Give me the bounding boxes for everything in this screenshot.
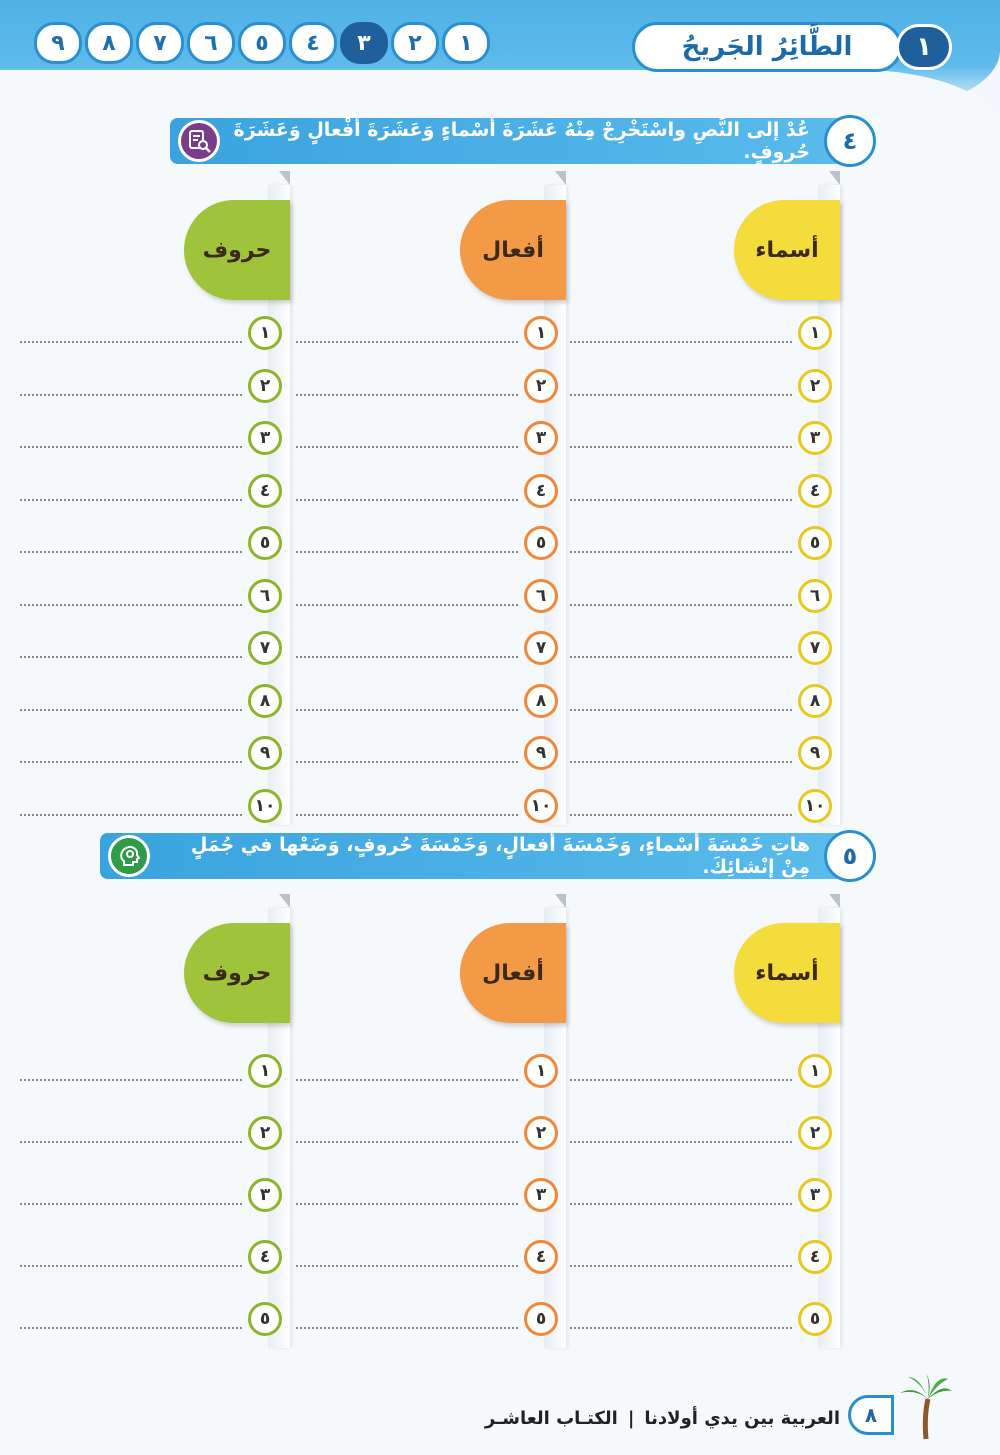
answer-row [570, 420, 832, 456]
answer-line[interactable] [20, 1247, 242, 1267]
answer-line[interactable] [570, 1247, 792, 1267]
answer-row [20, 1177, 282, 1213]
row-number-badge: ٢ [524, 1116, 558, 1150]
answer-row [20, 1053, 282, 1089]
answer-line[interactable] [20, 743, 242, 763]
row-number-badge: ٤ [524, 474, 558, 508]
lesson-tabs [34, 22, 490, 64]
q5-column-letters [20, 908, 290, 1348]
answer-row [570, 735, 832, 771]
answer-line[interactable] [296, 691, 518, 711]
answer-row [20, 525, 282, 561]
answer-row [570, 630, 832, 666]
column-header-nouns: أسماء [734, 200, 840, 300]
column-header-nouns: أسماء [734, 923, 840, 1023]
column-header-letters: حروف [184, 200, 290, 300]
footer [485, 1408, 840, 1429]
answer-row [20, 1115, 282, 1151]
q4-column-letters [20, 185, 290, 825]
answer-row [296, 1239, 558, 1275]
page-number: ٨ [848, 1395, 894, 1435]
answer-line[interactable] [296, 638, 518, 658]
lesson-tab-8[interactable]: ٨ [85, 22, 133, 64]
answer-row [296, 315, 558, 351]
row-number-badge: ٤ [524, 1240, 558, 1274]
row-number-badge: ٦ [248, 579, 282, 613]
answer-line[interactable] [296, 376, 518, 396]
q5-column-nouns [570, 908, 840, 1348]
row-number-badge: ١٠ [524, 789, 558, 823]
answer-line[interactable] [570, 481, 792, 501]
answer-row [296, 1301, 558, 1337]
q4-column-verbs [296, 185, 566, 825]
row-number-badge: ٧ [248, 631, 282, 665]
answer-line[interactable] [296, 586, 518, 606]
row-number-badge: ٨ [248, 684, 282, 718]
answer-line[interactable] [296, 323, 518, 343]
answer-row [570, 315, 832, 351]
answer-line[interactable] [296, 1123, 518, 1143]
row-number-badge: ١٠ [798, 789, 832, 823]
answer-row [20, 1301, 282, 1337]
lesson-title: الطَّائِرُ الجَريحُ [632, 22, 902, 72]
answer-row [20, 578, 282, 614]
answer-row [570, 1115, 832, 1151]
row-number-badge: ٣ [248, 1178, 282, 1212]
answer-row [296, 473, 558, 509]
answer-row [20, 683, 282, 719]
row-number-badge: ٢ [524, 369, 558, 403]
footer-separator: | [627, 1408, 635, 1429]
row-number-badge: ٨ [524, 684, 558, 718]
answer-row [20, 420, 282, 456]
answer-line[interactable] [20, 638, 242, 658]
column-header-verbs: أفعال [460, 200, 566, 300]
lesson-tab-2[interactable]: ٢ [391, 22, 439, 64]
answer-row [570, 788, 832, 824]
answer-row [296, 525, 558, 561]
row-number-badge: ٥ [248, 526, 282, 560]
answer-line[interactable] [296, 1185, 518, 1205]
row-number-badge: ٤ [248, 474, 282, 508]
lesson-tab-9[interactable]: ٩ [34, 22, 82, 64]
row-number-badge: ٦ [524, 579, 558, 613]
row-number-badge: ٧ [524, 631, 558, 665]
answer-line[interactable] [570, 323, 792, 343]
row-number-badge: ١ [524, 316, 558, 350]
row-number-badge: ١ [798, 316, 832, 350]
answer-row [570, 1239, 832, 1275]
answer-line[interactable] [296, 428, 518, 448]
answer-line[interactable] [570, 1123, 792, 1143]
answer-line[interactable] [296, 1309, 518, 1329]
lesson-tab-3[interactable]: ٣ [340, 22, 388, 64]
answer-row [570, 368, 832, 404]
answer-row [570, 1301, 832, 1337]
row-number-badge: ٤ [248, 1240, 282, 1274]
book-title: الكتـاب العاشـر [484, 1408, 618, 1429]
column-header-verbs: أفعال [460, 923, 566, 1023]
row-number-badge: ٥ [798, 1302, 832, 1336]
answer-line[interactable] [570, 533, 792, 553]
answer-row [20, 473, 282, 509]
lesson-tab-4[interactable]: ٤ [289, 22, 337, 64]
answer-row [20, 630, 282, 666]
q5-column-verbs [296, 908, 566, 1348]
row-number-badge: ٤ [798, 1240, 832, 1274]
column-header-letters: حروف [184, 923, 290, 1023]
answer-line[interactable] [20, 796, 242, 816]
answer-row [20, 788, 282, 824]
q5-instruction-banner [100, 833, 870, 879]
row-number-badge: ٣ [524, 421, 558, 455]
answer-row [20, 368, 282, 404]
document-search-icon [178, 120, 220, 162]
answer-row [20, 735, 282, 771]
row-number-badge: ٨ [798, 684, 832, 718]
answer-line[interactable] [570, 428, 792, 448]
row-number-badge: ٥ [248, 1302, 282, 1336]
answer-row [570, 1053, 832, 1089]
q4-column-nouns [570, 185, 840, 825]
head-gear-icon [108, 835, 150, 877]
answer-line[interactable] [20, 691, 242, 711]
answer-line[interactable] [20, 1061, 242, 1081]
row-number-badge: ٧ [798, 631, 832, 665]
row-number-badge: ٢ [798, 1116, 832, 1150]
answer-line[interactable] [570, 586, 792, 606]
row-number-badge: ٥ [798, 526, 832, 560]
answer-line[interactable] [20, 481, 242, 501]
row-number-badge: ٣ [798, 421, 832, 455]
answer-line[interactable] [570, 376, 792, 396]
answer-line[interactable] [20, 1185, 242, 1205]
answer-row [570, 1177, 832, 1213]
row-number-badge: ٥ [524, 526, 558, 560]
answer-line[interactable] [20, 428, 242, 448]
answer-line[interactable] [570, 743, 792, 763]
answer-row [296, 420, 558, 456]
row-number-badge: ١ [248, 316, 282, 350]
answer-line[interactable] [570, 1061, 792, 1081]
answer-line[interactable] [20, 376, 242, 396]
answer-row [570, 473, 832, 509]
answer-line[interactable] [570, 638, 792, 658]
answer-line[interactable] [20, 323, 242, 343]
row-number-badge: ١ [524, 1054, 558, 1088]
row-number-badge: ٩ [798, 736, 832, 770]
answer-line[interactable] [20, 586, 242, 606]
answer-row [296, 1177, 558, 1213]
row-number-badge: ٦ [798, 579, 832, 613]
lesson-tab-5[interactable]: ٥ [238, 22, 286, 64]
q5-instruction: هاتِ خَمْسَةَ أسْماءٍ، وَخَمْسَةَ أفعالٍ، وَخَمْسَةَ حُروفٍ، وَضَعْها في جُمَلٍ مِنْ إنْشائِكَ. [190, 834, 810, 878]
answer-line[interactable] [296, 1247, 518, 1267]
answer-line[interactable] [20, 533, 242, 553]
palm-tree-icon [896, 1371, 954, 1441]
answer-row [20, 1239, 282, 1275]
answer-row [20, 315, 282, 351]
row-number-badge: ١ [798, 1054, 832, 1088]
answer-line[interactable] [570, 796, 792, 816]
series-title: العربية بين يدي أولادنا [644, 1408, 840, 1429]
row-number-badge: ٢ [248, 369, 282, 403]
answer-row [296, 788, 558, 824]
row-number-badge: ٤ [798, 474, 832, 508]
answer-row [296, 630, 558, 666]
row-number-badge: ١٠ [248, 789, 282, 823]
row-number-badge: ٣ [524, 1178, 558, 1212]
answer-line[interactable] [296, 743, 518, 763]
row-number-badge: ٥ [524, 1302, 558, 1336]
answer-row [570, 578, 832, 614]
answer-row [296, 735, 558, 771]
row-number-badge: ٣ [798, 1178, 832, 1212]
answer-line[interactable] [296, 481, 518, 501]
row-number-badge: ٩ [524, 736, 558, 770]
answer-line[interactable] [570, 691, 792, 711]
answer-row [296, 578, 558, 614]
q4-instruction-banner [170, 118, 870, 164]
answer-row [296, 1053, 558, 1089]
answer-row [296, 368, 558, 404]
answer-row [570, 683, 832, 719]
q4-number: ٤ [824, 115, 876, 167]
answer-line[interactable] [570, 1309, 792, 1329]
answer-line[interactable] [20, 1309, 242, 1329]
answer-line[interactable] [296, 1061, 518, 1081]
answer-line[interactable] [20, 1123, 242, 1143]
row-number-badge: ٢ [248, 1116, 282, 1150]
q5-number: ٥ [824, 830, 876, 882]
lesson-tab-7[interactable]: ٧ [136, 22, 184, 64]
answer-line[interactable] [296, 796, 518, 816]
lesson-number-badge: ١ [896, 24, 952, 70]
row-number-badge: ٩ [248, 736, 282, 770]
q4-instruction: عُدْ إلى النَّصِ واسْتَخْرِجْ مِنْهُ عَشَرَةَ أسْماءٍ وَعَشَرَةَ أفْعالٍ وَعَشَرَةَ حُروفٍ. [233, 119, 810, 163]
row-number-badge: ٢ [798, 369, 832, 403]
answer-row [296, 1115, 558, 1151]
answer-row [296, 683, 558, 719]
answer-line[interactable] [296, 533, 518, 553]
row-number-badge: ٣ [248, 421, 282, 455]
answer-row [570, 525, 832, 561]
row-number-badge: ١ [248, 1054, 282, 1088]
lesson-tab-6[interactable]: ٦ [187, 22, 235, 64]
answer-line[interactable] [570, 1185, 792, 1205]
lesson-tab-1[interactable]: ١ [442, 22, 490, 64]
